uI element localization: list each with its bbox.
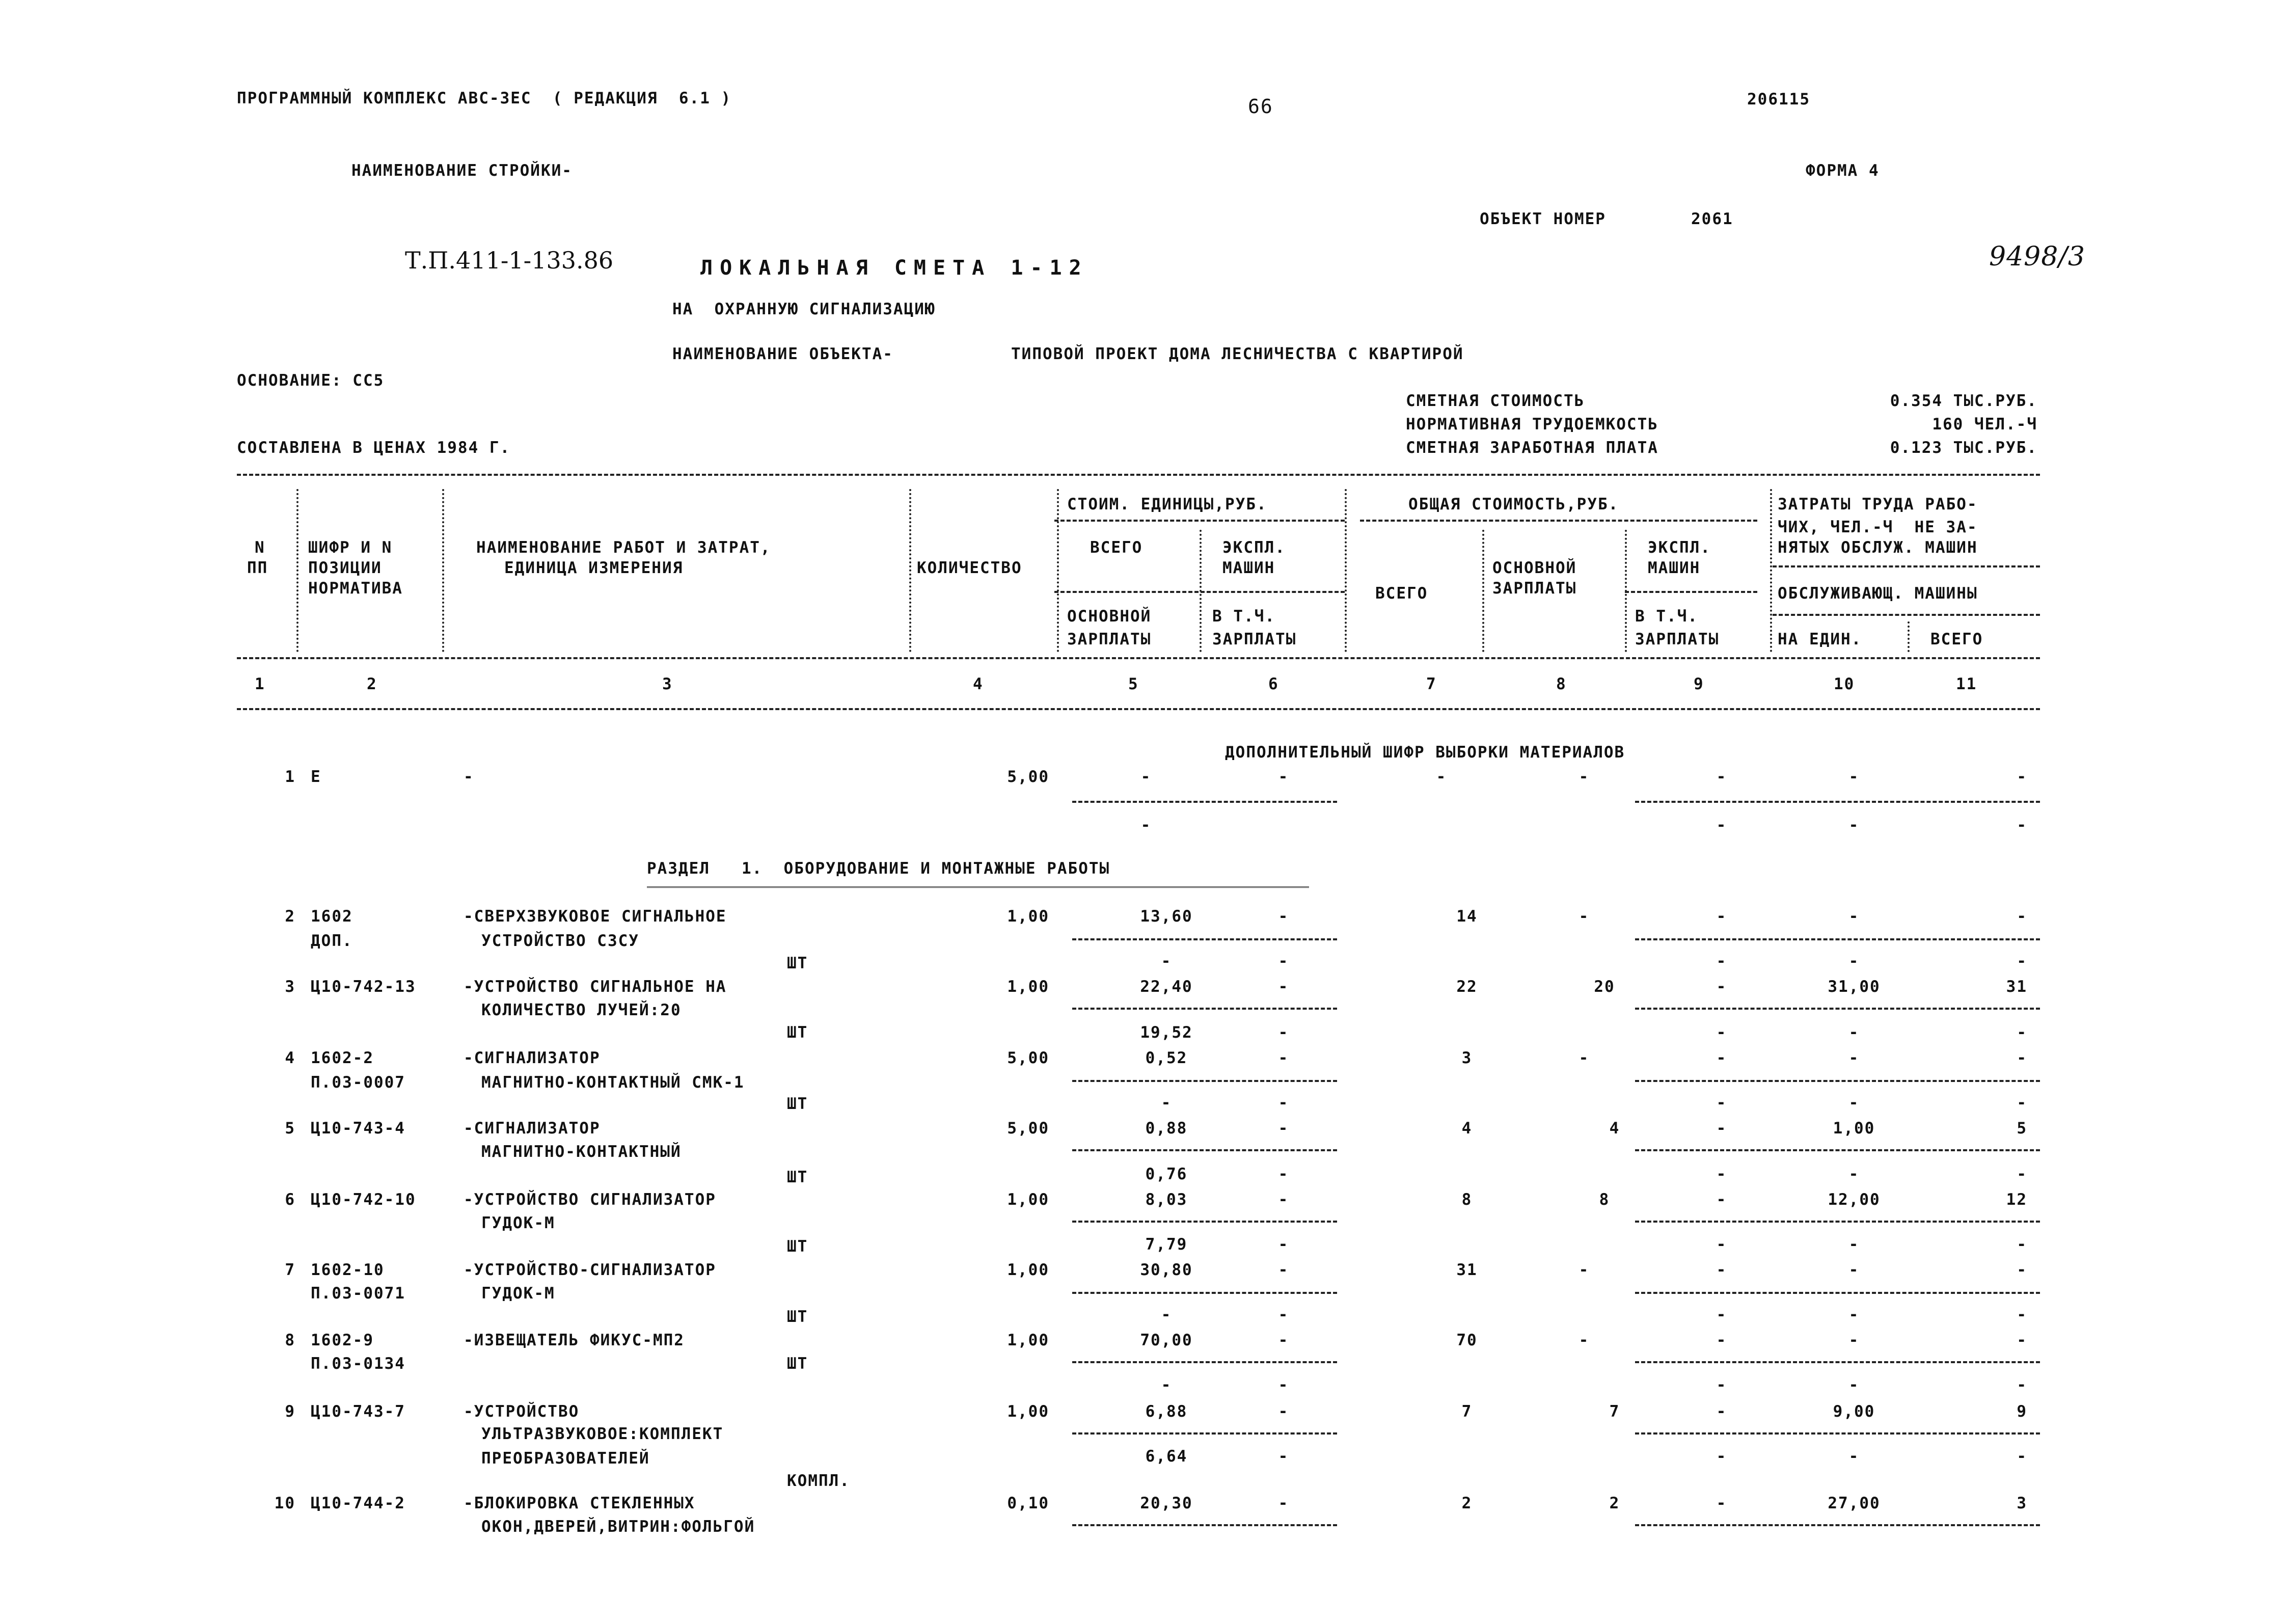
row-unit: ШТ <box>787 1095 808 1113</box>
row-code: 1602-10 <box>311 1261 385 1279</box>
object-number-label: ОБЪЕКТ НОМЕР <box>1480 210 1606 228</box>
row-total-salary: 8 <box>1599 1190 1610 1209</box>
row-unit-mach: - <box>1278 1119 1289 1138</box>
row-sub-labor-unit: - <box>1848 816 1860 834</box>
row-total-mach: - <box>1716 1331 1727 1349</box>
summary-value-1: 0.354 ТЫС.РУБ. <box>1890 392 2037 410</box>
row-quantity: 1,00 <box>1007 1331 1049 1349</box>
row-sub-incl: - <box>1278 1094 1289 1112</box>
row-total-salary: 20 <box>1594 978 1615 996</box>
row-name: -БЛОКИРОВКА СТЕКЛЕННЫХ <box>464 1494 695 1512</box>
row-sub-salary: 6,64 <box>1145 1447 1188 1466</box>
row-name-2: ГУДОК-М <box>481 1284 555 1303</box>
object-name: ТИПОВОЙ ПРОЕКТ ДОМА ЛЕСНИЧЕСТВА С КВАРТИРОЙ <box>1011 345 1464 363</box>
row-total-salary: 4 <box>1609 1119 1620 1138</box>
row-labor-total: - <box>2017 1331 2027 1349</box>
row-sub-labor-total: - <box>2017 952 2027 970</box>
row-total-mach: - <box>1716 1190 1727 1209</box>
row-sub-labor-total: - <box>2017 1023 2027 1042</box>
hdr-total-salary-2: ЗАРПЛАТЫ <box>1492 579 1577 598</box>
row-code: 1602 <box>311 907 353 926</box>
row-total-mach: - <box>1716 1049 1727 1067</box>
row-rule <box>1072 1432 1337 1434</box>
row-sub-labor-unit: - <box>1848 1023 1860 1042</box>
row-unit-price: 0,52 <box>1145 1049 1188 1067</box>
row-labor-total: - <box>2017 1261 2027 1279</box>
row-code: Ц10-742-10 <box>311 1190 416 1209</box>
row-sub-labor-unit: - <box>1848 952 1860 970</box>
hdr-quantity: КОЛИЧЕСТВО <box>917 559 1022 577</box>
row-name-2: ОКОН,ДВЕРЕЙ,ВИТРИН:ФОЛЬГОЙ <box>481 1518 755 1536</box>
row-unit-price: 30,80 <box>1140 1261 1193 1279</box>
row-labor-unit: 9,00 <box>1833 1402 1875 1421</box>
row-rule <box>1635 938 2040 940</box>
unit-cost-rule <box>1054 520 1345 522</box>
row-unit-mach: - <box>1278 1261 1289 1279</box>
column-numbers-rule <box>237 708 2040 710</box>
column-separator <box>909 489 911 652</box>
row-sub-tincl: - <box>1716 1165 1727 1183</box>
row-sub-tincl: - <box>1716 1094 1727 1112</box>
row-rule <box>1072 1524 1337 1526</box>
row-quantity: 1,00 <box>1007 1402 1049 1421</box>
row-unit-price: 13,60 <box>1140 907 1193 926</box>
object-number: 2061 <box>1691 210 1733 228</box>
row-name: -СИГНАЛИЗАТОР <box>464 1119 601 1138</box>
row-labor-unit: 1,00 <box>1833 1119 1875 1138</box>
row-sub-labor-total: - <box>2017 1447 2027 1466</box>
row-sub-tincl: - <box>1716 816 1727 834</box>
row-sub-incl: - <box>1278 1235 1289 1254</box>
row-unit-mach: - <box>1278 1190 1289 1209</box>
row-sub-incl: - <box>1278 1023 1289 1042</box>
row-unit-price: 70,00 <box>1140 1331 1193 1349</box>
row-sub-tincl: - <box>1716 1376 1727 1394</box>
row-sub-incl: - <box>1278 1376 1289 1394</box>
column-separator <box>1908 621 1910 652</box>
row-sub-labor-total: - <box>2017 1165 2027 1183</box>
row-unit-mach: - <box>1278 1402 1289 1421</box>
row-total: 14 <box>1456 907 1478 926</box>
row-sub-labor-unit: - <box>1848 1094 1860 1112</box>
total-mach-mid-rule <box>1625 591 1757 593</box>
summary-label-3: СМЕТНАЯ ЗАРАБОТНАЯ ПЛАТА <box>1406 439 1658 457</box>
row-rule <box>1072 1361 1337 1363</box>
row-sub-salary: - <box>1140 816 1152 834</box>
row-sub-salary: 0,76 <box>1145 1165 1188 1183</box>
col-number: 7 <box>1426 675 1437 693</box>
col-number: 4 <box>973 675 984 693</box>
row-rule <box>1635 1524 2040 1526</box>
row-unit-mach: - <box>1278 1331 1289 1349</box>
row-total-mach: - <box>1716 1119 1727 1138</box>
row-code-2: ДОП. <box>311 932 353 950</box>
row-unit-mach: - <box>1278 768 1289 786</box>
row-sub-salary: - <box>1161 1376 1172 1394</box>
row-total: 31 <box>1456 1261 1478 1279</box>
row-code-2: П.03-0007 <box>311 1073 405 1092</box>
row-labor-total: - <box>2017 768 2027 786</box>
row-quantity: 5,00 <box>1007 768 1049 786</box>
col-number: 9 <box>1694 675 1704 693</box>
program-name: ПРОГРАММНЫЙ КОМПЛЕКС АВС-3ЕС ( РЕДАКЦИЯ 6.1 ) <box>237 89 732 107</box>
row-labor-unit: - <box>1848 768 1860 786</box>
row-labor-unit: 31,00 <box>1828 978 1881 996</box>
row-name-2: ГУДОК-М <box>481 1214 555 1232</box>
row-sub-tincl: - <box>1716 1306 1727 1324</box>
row-rule <box>1072 801 1337 803</box>
row-rule <box>1635 1080 2040 1082</box>
hdr-labor-total: ВСЕГО <box>1930 630 1983 648</box>
col-number: 1 <box>255 675 265 693</box>
row-total-salary: 7 <box>1609 1402 1620 1421</box>
row-unit-price: 8,03 <box>1145 1190 1188 1209</box>
row-labor-total: 31 <box>2006 978 2027 996</box>
hdr-total-salary-1: ОСНОВНОЙ <box>1492 559 1577 577</box>
hdr-total-all: ВСЕГО <box>1375 584 1428 603</box>
row-total: 7 <box>1461 1402 1473 1421</box>
summary-value-2: 160 ЧЕЛ.-Ч <box>1932 415 2037 434</box>
hdr-name-2: ЕДИНИЦА ИЗМЕРЕНИЯ <box>504 559 684 577</box>
row-unit-mach: - <box>1278 1494 1289 1512</box>
row-sub-incl: - <box>1278 1165 1289 1183</box>
row-name: -УСТРОЙСТВО СИГНАЛИЗАТОР <box>464 1190 716 1209</box>
row-rule <box>1635 1149 2040 1151</box>
row-name: - <box>464 768 474 786</box>
col-number: 3 <box>662 675 673 693</box>
basis: ОСНОВАНИЕ: СС5 <box>237 371 385 390</box>
price-basis: СОСТАВЛЕНА В ЦЕНАХ 1984 Г. <box>237 439 511 457</box>
hdr-code-3: НОРМАТИВА <box>308 579 403 598</box>
header-bottom-rule <box>237 657 2040 659</box>
row-quantity: 1,00 <box>1007 907 1049 926</box>
hdr-n: N <box>255 538 265 557</box>
col-number: 11 <box>1956 675 1977 693</box>
row-rule <box>1072 1149 1337 1151</box>
hdr-labor-3: НЯТЫХ ОБСЛУЖ. МАШИН <box>1778 538 1978 557</box>
document-code: 206115 <box>1747 90 1810 109</box>
row-name-2: КОЛИЧЕСТВО ЛУЧЕЙ:20 <box>481 1001 682 1019</box>
row-sub-salary: 19,52 <box>1140 1023 1193 1042</box>
column-separator <box>442 489 444 652</box>
row-sub-incl: - <box>1278 1306 1289 1324</box>
row-quantity: 5,00 <box>1007 1119 1049 1138</box>
row-unit-price: 6,88 <box>1145 1402 1188 1421</box>
hdr-pp: ПП <box>247 559 268 577</box>
row-total-mach: - <box>1716 1402 1727 1421</box>
row-quantity: 1,00 <box>1007 1261 1049 1279</box>
row-sub-labor-unit: - <box>1848 1165 1860 1183</box>
row-unit: ШТ <box>787 1308 808 1326</box>
handwritten-tp-number: Т.П.411-1-133.86 <box>405 247 614 274</box>
row-total-salary: 2 <box>1609 1494 1620 1512</box>
row-sub-tincl: - <box>1716 1023 1727 1042</box>
row-sub-labor-unit: - <box>1848 1376 1860 1394</box>
row-sub-labor-unit: - <box>1848 1447 1860 1466</box>
hdr-total-incl-1: В Т.Ч. <box>1635 607 1698 626</box>
row-number: 3 <box>285 978 295 996</box>
row-code-2: П.03-0071 <box>311 1284 405 1303</box>
col-number: 8 <box>1556 675 1567 693</box>
row-rule <box>1635 1008 2040 1010</box>
column-separator <box>1625 530 1627 652</box>
row-rule <box>1072 1221 1337 1223</box>
row-sub-labor-total: - <box>2017 1235 2027 1254</box>
row-rule <box>1635 1361 2040 1363</box>
row-total-salary: - <box>1579 768 1590 786</box>
row-code: Ц10-744-2 <box>311 1494 405 1512</box>
row-sub-salary: - <box>1161 1306 1172 1324</box>
row-total-salary: - <box>1579 907 1590 926</box>
hdr-unit-cost: СТОИМ. ЕДИНИЦЫ,РУБ. <box>1067 495 1267 513</box>
hdr-unit-salary-2: ЗАРПЛАТЫ <box>1067 630 1152 648</box>
row-name-2: УСТРОЙСТВО СЗСУ <box>481 932 639 950</box>
row-total-mach: - <box>1716 1494 1727 1512</box>
column-separator <box>1345 489 1347 652</box>
row-sub-labor-total: - <box>2017 816 2027 834</box>
row-name: -СВЕРХЗВУКОВОЕ СИГНАЛЬНОЕ <box>464 907 727 926</box>
row-code: Ц10-743-4 <box>311 1119 405 1138</box>
row-labor-unit: - <box>1848 1049 1860 1067</box>
row-sub-salary: 7,79 <box>1145 1235 1188 1254</box>
row-unit-mach: - <box>1278 978 1289 996</box>
row-rule <box>1072 1080 1337 1082</box>
section-underline <box>647 886 1309 888</box>
row-labor-total: 12 <box>2006 1190 2027 1209</box>
row-sub-incl: - <box>1278 1447 1289 1466</box>
row-name-2: УЛЬТРАЗВУКОВОЕ:КОМПЛЕКТ <box>481 1425 724 1443</box>
hdr-name-1: НАИМЕНОВАНИЕ РАБОТ И ЗАТРАТ, <box>476 538 771 557</box>
hdr-total-mach-2: МАШИН <box>1648 559 1701 577</box>
row-number: 5 <box>285 1119 295 1138</box>
row-rule <box>1635 1292 2040 1294</box>
row-number: 1 <box>285 768 295 786</box>
row-sub-tincl: - <box>1716 1235 1727 1254</box>
hdr-total-incl-2: ЗАРПЛАТЫ <box>1635 630 1720 648</box>
row-name: -УСТРОЙСТВО СИГНАЛЬНОЕ НА <box>464 978 727 996</box>
row-sub-labor-total: - <box>2017 1094 2027 1112</box>
row-name: -ИЗВЕЩАТЕЛЬ ФИКУС-МП2 <box>464 1331 685 1349</box>
row-code: 1602-9 <box>311 1331 374 1349</box>
col-number: 10 <box>1834 675 1855 693</box>
form-label: ФОРМА 4 <box>1806 161 1880 180</box>
row-quantity: 1,00 <box>1007 1190 1049 1209</box>
row-code: 1602-2 <box>311 1049 374 1067</box>
row-name-2: МАГНИТНО-КОНТАКТНЫЙ СМК-1 <box>481 1073 745 1092</box>
object-name-label: НАИМЕНОВАНИЕ ОБЪЕКТА- <box>672 345 893 363</box>
row-unit: ШТ <box>787 1168 808 1186</box>
hdr-unit-mach-2: МАШИН <box>1222 559 1275 577</box>
row-unit-price: 0,88 <box>1145 1119 1188 1138</box>
row-sub-labor-unit: - <box>1848 1235 1860 1254</box>
row-number: 10 <box>274 1494 295 1512</box>
row-total: 8 <box>1461 1190 1473 1209</box>
row-code: Ц10-743-7 <box>311 1402 405 1421</box>
row-labor-unit: 12,00 <box>1828 1190 1881 1209</box>
row-total-mach: - <box>1716 907 1727 926</box>
row-sub-incl: - <box>1278 952 1289 970</box>
row-labor-total: - <box>2017 907 2027 926</box>
row-name-2: МАГНИТНО-КОНТАКТНЫЙ <box>481 1143 682 1161</box>
row-sub-tincl: - <box>1716 1447 1727 1466</box>
row-rule <box>1635 1221 2040 1223</box>
column-separator <box>296 489 298 652</box>
row-quantity: 1,00 <box>1007 978 1049 996</box>
column-separator <box>1482 530 1484 652</box>
summary-label-1: СМЕТНАЯ СТОИМОСТЬ <box>1406 392 1585 410</box>
row-unit-mach: - <box>1278 1049 1289 1067</box>
row-name: -УСТРОЙСТВО <box>464 1402 580 1421</box>
row-total: 4 <box>1461 1119 1473 1138</box>
row-quantity: 0,10 <box>1007 1494 1049 1512</box>
row-unit: ШТ <box>787 1355 808 1373</box>
hdr-unit-incl-1: В Т.Ч. <box>1212 607 1275 626</box>
row-code-2: П.03-0134 <box>311 1355 405 1373</box>
row-labor-unit: 27,00 <box>1828 1494 1881 1512</box>
row-number: 9 <box>285 1402 295 1421</box>
row-total-salary: - <box>1579 1261 1590 1279</box>
row-total: 22 <box>1456 978 1478 996</box>
row-total-mach: - <box>1716 1261 1727 1279</box>
row-sub-tincl: - <box>1716 952 1727 970</box>
hdr-labor-1: ЗАТРАТЫ ТРУДА РАБО- <box>1778 495 1978 513</box>
row-labor-unit: - <box>1848 1261 1860 1279</box>
row-unit: ШТ <box>787 1237 808 1256</box>
row-rule <box>1635 1432 2040 1434</box>
row-unit-mach: - <box>1278 907 1289 926</box>
row-total: 2 <box>1461 1494 1473 1512</box>
hdr-code-1: ШИФР И N <box>308 538 393 557</box>
hdr-total-cost: ОБЩАЯ СТОИМОСТЬ,РУБ. <box>1408 495 1619 513</box>
row-labor-total: 9 <box>2017 1402 2027 1421</box>
row-unit: ШТ <box>787 1023 808 1042</box>
hdr-code-2: ПОЗИЦИИ <box>308 559 382 577</box>
row-sub-salary: - <box>1161 952 1172 970</box>
row-sub-labor-total: - <box>2017 1306 2027 1324</box>
row-total-salary: - <box>1579 1049 1590 1067</box>
row-unit: ШТ <box>787 954 808 972</box>
row-number: 8 <box>285 1331 295 1349</box>
hdr-unit-salary-1: ОСНОВНОЙ <box>1067 607 1152 626</box>
row-number: 7 <box>285 1261 295 1279</box>
hdr-total-mach-1: ЭКСПЛ. <box>1648 538 1711 557</box>
hdr-unit-mach-1: ЭКСПЛ. <box>1222 538 1286 557</box>
row-labor-total: 3 <box>2017 1494 2027 1512</box>
total-cost-rule <box>1360 520 1757 522</box>
hdr-labor-2: ЧИХ, ЧЕЛ.-Ч НЕ ЗА- <box>1778 518 1978 536</box>
row-name-3: ПРЕОБРАЗОВАТЕЛЕЙ <box>481 1449 650 1468</box>
row-labor-unit: - <box>1848 907 1860 926</box>
row-number: 6 <box>285 1190 295 1209</box>
table-top-rule <box>237 474 2040 476</box>
summary-label-2: НОРМАТИВНАЯ ТРУДОЕМКОСТЬ <box>1406 415 1658 434</box>
row-rule <box>1635 801 2040 803</box>
row-name-label: НАИМЕНОВАНИЕ СТРОЙКИ- <box>351 161 573 180</box>
hdr-labor-4: ОБСЛУЖИВАЮЩ. МАШИНЫ <box>1778 584 1978 603</box>
row-total-mach: - <box>1716 978 1727 996</box>
row-code: Е <box>311 768 321 786</box>
row-code: Ц10-742-13 <box>311 978 416 996</box>
column-separator <box>1200 530 1202 652</box>
col-number: 6 <box>1268 675 1279 693</box>
row-name: -УСТРОЙСТВО-СИГНАЛИЗАТОР <box>464 1261 716 1279</box>
row-quantity: 5,00 <box>1007 1049 1049 1067</box>
row-unit-price: 20,30 <box>1140 1494 1193 1512</box>
row-number: 2 <box>285 907 295 926</box>
row-rule <box>1072 938 1337 940</box>
row-sub-labor-unit: - <box>1848 1306 1860 1324</box>
section-title: РАЗДЕЛ 1. ОБОРУДОВАНИЕ И МОНТАЖНЫЕ РАБОТЫ <box>647 859 1110 878</box>
row-total-salary: - <box>1579 1331 1590 1349</box>
handwritten-sheet-number: 9498/3 <box>1989 241 2085 272</box>
row-unit-price: - <box>1140 768 1152 786</box>
row-rule <box>1072 1292 1337 1294</box>
hdr-unit-incl-2: ЗАРПЛАТЫ <box>1212 630 1297 648</box>
row-labor-total: 5 <box>2017 1119 2027 1138</box>
row-total: 70 <box>1456 1331 1478 1349</box>
row-unit-price: 22,40 <box>1140 978 1193 996</box>
column-separator <box>1057 489 1059 652</box>
extra-code-note: ДОПОЛНИТЕЛЬНЫЙ ШИФР ВЫБОРКИ МАТЕРИАЛОВ <box>1225 743 1625 762</box>
row-name: -СИГНАЛИЗАТОР <box>464 1049 601 1067</box>
labor-rule-2 <box>1773 614 2040 616</box>
col-number: 5 <box>1128 675 1139 693</box>
page-number: 66 <box>1248 95 1273 118</box>
row-total-mach: - <box>1716 768 1727 786</box>
row-labor-total: - <box>2017 1049 2027 1067</box>
row-total: - <box>1436 768 1447 786</box>
row-unit: КОМПЛ. <box>787 1472 850 1490</box>
row-labor-unit: - <box>1848 1331 1860 1349</box>
row-total: 3 <box>1461 1049 1473 1067</box>
estimate-subject: НА ОХРАННУЮ СИГНАЛИЗАЦИЮ <box>672 300 936 318</box>
column-separator <box>1770 489 1772 652</box>
col-number: 2 <box>367 675 377 693</box>
hdr-unit-total: ВСЕГО <box>1090 538 1143 557</box>
row-sub-labor-total: - <box>2017 1376 2027 1394</box>
row-sub-salary: - <box>1161 1094 1172 1112</box>
labor-rule-1 <box>1773 565 2040 567</box>
hdr-labor-unit: НА ЕДИН. <box>1778 630 1862 648</box>
document-title: ЛОКАЛЬНАЯ СМЕТА 1-12 <box>700 256 1088 280</box>
summary-value-3: 0.123 ТЫС.РУБ. <box>1890 439 2037 457</box>
row-number: 4 <box>285 1049 295 1067</box>
row-rule <box>1072 1008 1337 1010</box>
